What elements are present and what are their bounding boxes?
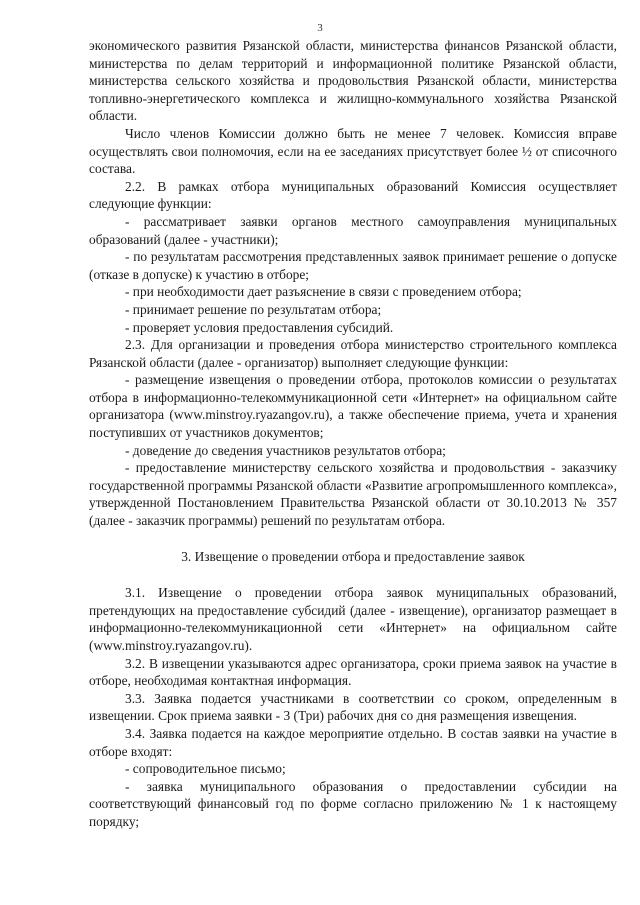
paragraph-commission-members-continued: экономического развития Рязанской области, министерства финансов Рязанской области, министерства по делам территорий и информационной политике Рязанской области, министерства сельского хозяйства и продовольствия Рязанской области, министерства топливно-энергетического комплекса и жилищно-коммунального хозяйства Рязанской области. <box>89 38 617 124</box>
list-item-provide-decisions: - предоставление министерству сельского хозяйства и продовольствия - заказчику государственной программы Рязанской области «Развитие агропромышленного комплекса», утвержденной Постановлением Правительства Рязанской области от 30.10.2013 № 357 (далее - заказчик программы) решений по результатам отбора. <box>89 460 617 529</box>
paragraph-2-3: 2.3. Для организации и проведения отбора министерство строительного комплекса Рязанской области (далее - организатор) выполняет следующие функции: <box>89 337 617 370</box>
list-item-municipal-application: - заявка муниципального образования о предоставлении субсидии на соответствующий финансовый год по форме согласно приложению № 1 к настоящему порядку; <box>89 778 617 829</box>
paragraph-3-4: 3.4. Заявка подается на каждое мероприятие отдельно. В состав заявки на участие в отборе входят: <box>89 725 617 759</box>
section-heading: 3. Извещение о проведении отбора и предоставление заявок <box>181 548 525 564</box>
list-item-admission-decision: - по результатам рассмотрения представленных заявок принимает решение о допуске (отказе в допуске) к участию в отборе; <box>89 249 617 282</box>
paragraph-2-2: 2.2. В рамках отбора муниципальных образований Комиссия осуществляет следующие функции: <box>89 178 617 212</box>
paragraph-3-1: 3.1. Извещение о проведении отбора заявок муниципальных образований, претендующих на предоставление субсидий (далее - извещение), организатор размещает в информационно-телекоммуникационной сети «Интернет» на официальном сайте (www.minstroy.ryazangov.ru). <box>89 585 617 653</box>
list-item-clarification: - при необходимости дает разъяснение в связи с проведением отбора; <box>125 284 522 300</box>
paragraph-quorum: Число членов Комиссии должно быть не менее 7 человек. Комиссия вправе осуществлять свои полномочия, если на ее заседаниях присутствует более ½ от списочного состава. <box>89 125 617 177</box>
list-item-check-conditions: - проверяет условия предоставления субсидий. <box>125 319 394 335</box>
list-item-cover-letter: - сопроводительное письмо; <box>125 761 286 777</box>
list-item-inform-results: - доведение до сведения участников результатов отбора; <box>125 442 446 458</box>
list-item-review-applications: - рассматривает заявки органов местного самоуправления муниципальных образований (далее - участники); <box>89 213 617 247</box>
paragraph-3-3: 3.3. Заявка подается участниками в соответствии со сроком, определенным в извещении. Срок приема заявки - 3 (Три) рабочих дня со дня размещения извещения. <box>89 690 617 724</box>
document-body <box>89 37 617 831</box>
paragraph-3-2: 3.2. В извещении указываются адрес организатора, сроки приема заявок на участие в отборе, необходимая контактная информация. <box>89 655 617 689</box>
page-number: 3 <box>317 22 323 34</box>
list-item-publish-notice: - размещение извещения о проведении отбора, протоколов комиссии о результатах отбора в информационно-телекоммуникационной сети «Интернет» на официальном сайте организатора (www.minstroy.ryazangov.ru), а также обеспечение приема, учета и хранения поступивших от участников документов; <box>89 372 617 441</box>
list-item-selection-decision: - принимает решение по результатам отбора; <box>125 301 382 317</box>
